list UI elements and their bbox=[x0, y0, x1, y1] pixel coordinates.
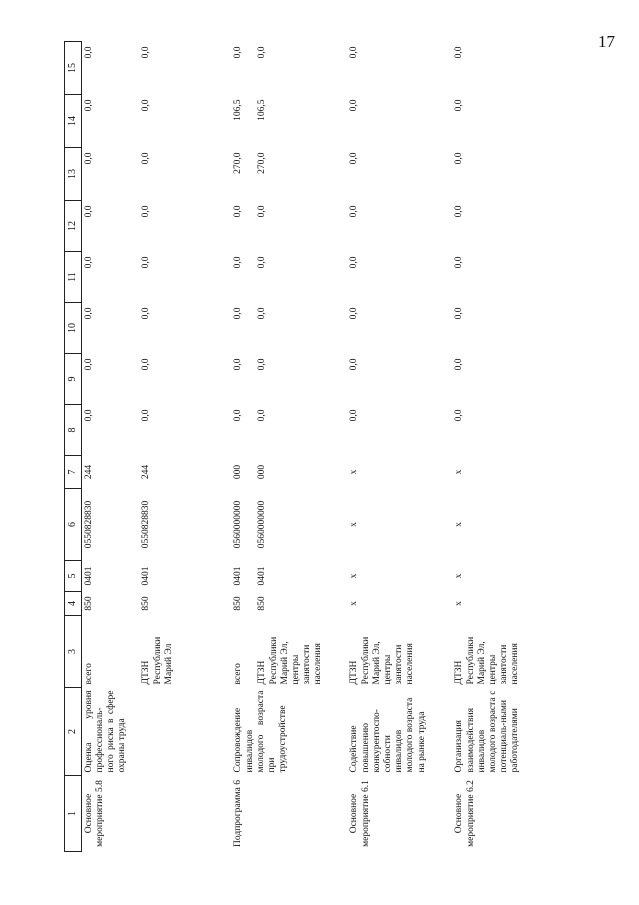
row-label: Основное мероприятие 6.1 bbox=[349, 780, 371, 847]
value-cell: 0,0 bbox=[141, 409, 152, 422]
code-cell: x bbox=[454, 469, 465, 475]
value-cell: 0,0 bbox=[349, 256, 360, 269]
value-cell: 0,0 bbox=[83, 99, 94, 112]
code-cell: 0560000000 bbox=[257, 500, 268, 549]
code-cell: 850 bbox=[141, 596, 152, 611]
value-cell: 0,0 bbox=[257, 205, 268, 218]
code-cell: 850 bbox=[257, 596, 268, 611]
code-cell: 850 bbox=[83, 596, 94, 611]
value-cell: 0,0 bbox=[349, 307, 360, 320]
value-cell: 106,5 bbox=[257, 99, 268, 121]
table-row bbox=[81, 42, 139, 852]
row-label: Подпрограмма 6 bbox=[233, 780, 244, 847]
value-cell: 270,0 bbox=[233, 152, 244, 174]
executor-cell: всего bbox=[233, 663, 244, 685]
col-header: 1 bbox=[65, 776, 82, 852]
row-description: Содействие повышению конкурентоспо-собности инвалидов молодого возраста на рынке труда bbox=[349, 697, 427, 773]
col-header: 5 bbox=[65, 561, 82, 592]
code-cell: 0401 bbox=[141, 566, 152, 586]
code-cell: 0550828830 bbox=[83, 500, 94, 549]
value-cell: 0,0 bbox=[83, 46, 94, 59]
value-cell: 106,5 bbox=[233, 99, 244, 121]
code-cell: x bbox=[454, 601, 465, 606]
value-cell: 0,0 bbox=[257, 307, 268, 320]
code-cell: x bbox=[454, 522, 465, 527]
value-cell: 0,0 bbox=[257, 256, 268, 269]
page-number: 17 bbox=[598, 32, 615, 51]
row-description: Сопровождение инвалидов молодого возраста при трудоустройстве bbox=[233, 690, 289, 773]
value-cell: 0,0 bbox=[141, 307, 152, 320]
code-cell: 0401 bbox=[233, 566, 244, 586]
code-cell: 0401 bbox=[83, 566, 94, 586]
table-row bbox=[231, 42, 255, 852]
value-cell: 0,0 bbox=[349, 358, 360, 371]
executor-cell: ДТЗН Республики Марий Эл, центры занятости населения bbox=[257, 636, 324, 685]
code-cell: x bbox=[349, 573, 360, 579]
rotated-page bbox=[64, 42, 619, 852]
code-cell: x bbox=[349, 601, 360, 606]
value-cell: 0,0 bbox=[141, 99, 152, 112]
value-cell: 0,0 bbox=[349, 205, 360, 218]
code-cell: 244 bbox=[83, 464, 94, 480]
value-cell: 0,0 bbox=[83, 358, 94, 371]
executor-cell: ДТЗН Республики Марий Эл, центры занятости населения bbox=[349, 636, 416, 685]
value-cell: 0,0 bbox=[83, 205, 94, 218]
row-description: Оценка уровня профессиональ-ного риска в сфере охраны труда bbox=[83, 690, 128, 773]
code-cell: x bbox=[454, 573, 465, 579]
value-cell: 0,0 bbox=[141, 358, 152, 371]
col-header: 9 bbox=[65, 354, 82, 405]
value-cell: 0,0 bbox=[233, 358, 244, 371]
value-cell: 0,0 bbox=[454, 46, 465, 59]
code-cell: 000 bbox=[257, 464, 268, 480]
row-label: Основное мероприятие 5.8 bbox=[83, 780, 105, 847]
row-label: Основное мероприятие 6.2 bbox=[454, 780, 476, 847]
value-cell: 0,0 bbox=[349, 46, 360, 59]
col-header: 10 bbox=[65, 303, 82, 354]
value-cell: 0,0 bbox=[233, 307, 244, 320]
value-cell: 0,0 bbox=[454, 99, 465, 112]
executor-cell: всего bbox=[83, 663, 94, 685]
value-cell: 0,0 bbox=[257, 358, 268, 371]
col-header: 15 bbox=[65, 42, 82, 95]
col-header: 14 bbox=[65, 95, 82, 148]
code-cell: 000 bbox=[233, 464, 244, 480]
value-cell: 0,0 bbox=[233, 205, 244, 218]
value-cell: 0,0 bbox=[141, 152, 152, 165]
value-cell: 0,0 bbox=[141, 46, 152, 59]
value-cell: 0,0 bbox=[349, 409, 360, 422]
value-cell: 0,0 bbox=[454, 205, 465, 218]
code-cell: 0550828830 bbox=[141, 500, 152, 549]
code-cell: 850 bbox=[233, 596, 244, 611]
value-cell: 0,0 bbox=[257, 409, 268, 422]
executor-cell: ДТЗН Республики Марий Эл, центры занятости населения bbox=[454, 636, 521, 685]
table-row bbox=[347, 42, 452, 852]
value-cell: 0,0 bbox=[83, 307, 94, 320]
code-cell: x bbox=[349, 522, 360, 527]
col-header: 13 bbox=[65, 148, 82, 201]
value-cell: 0,0 bbox=[454, 152, 465, 165]
value-cell: 0,0 bbox=[233, 46, 244, 59]
header-row bbox=[65, 42, 82, 852]
col-header: 11 bbox=[65, 252, 82, 303]
value-cell: 270,0 bbox=[257, 152, 268, 174]
value-cell: 0,0 bbox=[454, 358, 465, 371]
budget-table bbox=[64, 41, 572, 852]
col-header: 6 bbox=[65, 489, 82, 561]
code-cell: 0401 bbox=[257, 566, 268, 586]
col-header: 3 bbox=[65, 616, 82, 688]
row-description: Организация взаимодействия инвалидов молодого возраста с потенциаль-ными работодателями bbox=[454, 690, 521, 773]
value-cell: 0,0 bbox=[349, 152, 360, 165]
value-cell: 0,0 bbox=[233, 256, 244, 269]
value-cell: 0,0 bbox=[257, 46, 268, 59]
col-header: 4 bbox=[65, 592, 82, 616]
value-cell: 0,0 bbox=[233, 409, 244, 422]
value-cell: 0,0 bbox=[141, 256, 152, 269]
table-row bbox=[452, 42, 572, 852]
code-cell: x bbox=[349, 469, 360, 475]
code-cell: 244 bbox=[141, 464, 152, 480]
value-cell: 0,0 bbox=[454, 409, 465, 422]
col-header: 7 bbox=[65, 456, 82, 489]
value-cell: 0,0 bbox=[83, 409, 94, 422]
col-header: 12 bbox=[65, 201, 82, 252]
value-cell: 0,0 bbox=[349, 99, 360, 112]
executor-cell: ДТЗН Республики Марий Эл bbox=[141, 636, 174, 685]
value-cell: 0,0 bbox=[454, 307, 465, 320]
col-header: 2 bbox=[65, 688, 82, 776]
code-cell: 0560000000 bbox=[233, 500, 244, 549]
value-cell: 0,0 bbox=[141, 205, 152, 218]
value-cell: 0,0 bbox=[83, 152, 94, 165]
value-cell: 0,0 bbox=[83, 256, 94, 269]
value-cell: 0,0 bbox=[454, 256, 465, 269]
col-header: 8 bbox=[65, 405, 82, 456]
